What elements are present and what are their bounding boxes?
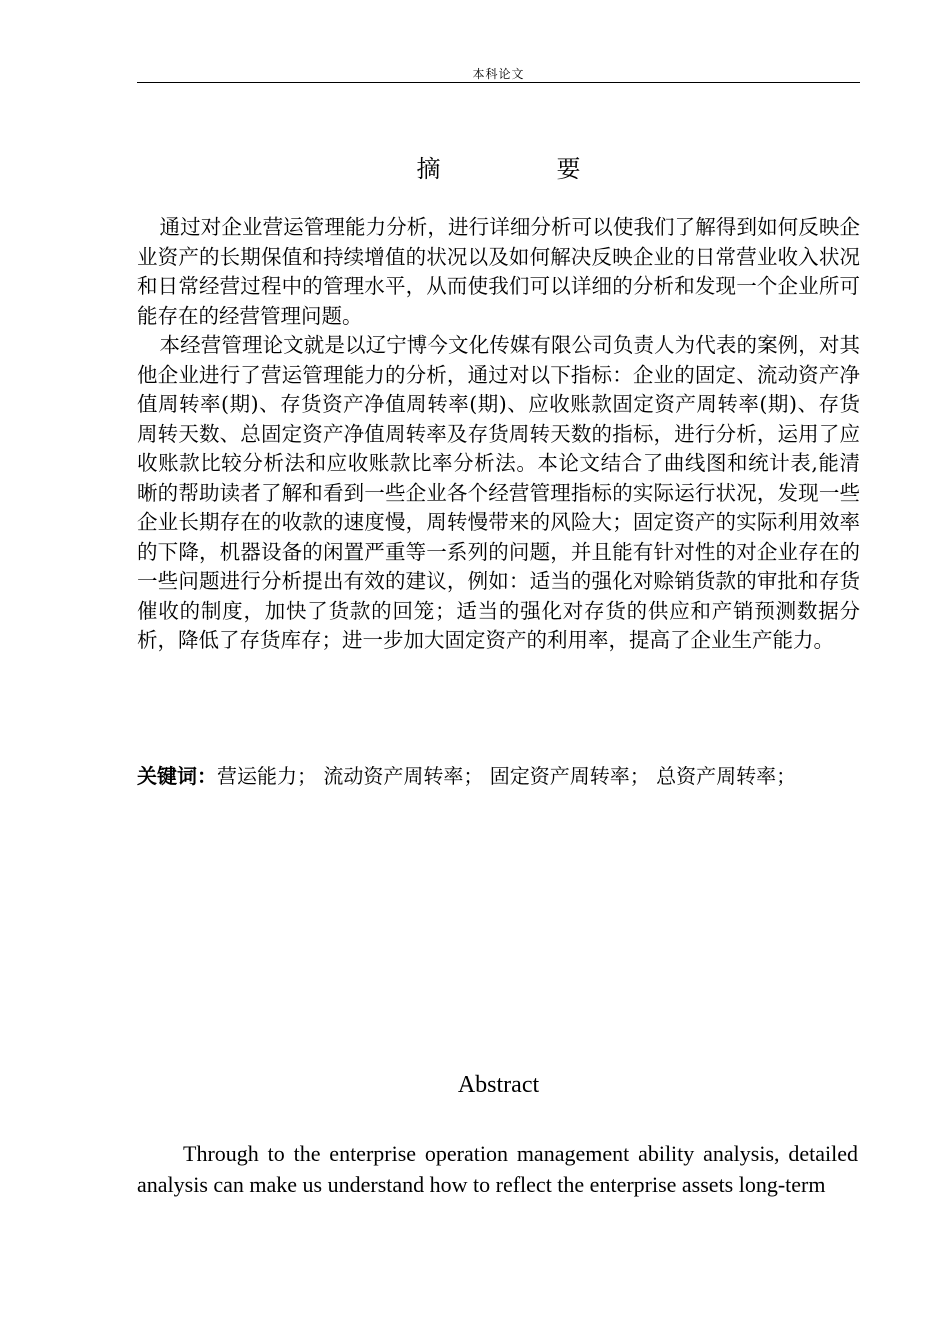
header-rule [137, 82, 860, 83]
abstract-cn-body [137, 213, 860, 656]
keyword-item: 营运能力； [217, 764, 317, 788]
abstract-en-body [137, 1138, 858, 1200]
keyword-item: 固定资产周转率； [489, 764, 650, 788]
keywords-line [137, 762, 860, 790]
running-header: 本科论文 [472, 67, 525, 81]
abstract-cn-title: 摘 要 [416, 155, 627, 183]
keyword-item: 流动资产周转率； [323, 764, 484, 788]
abstract-en-paragraph-1: Through to the enterprise operation management ability analysis, detailed analysis can make us understand how to reflect the enterprise assets long-term [137, 1141, 858, 1197]
abstract-en-title: Abstract [457, 1072, 540, 1098]
keyword-item: 总资产周转率； [656, 764, 797, 788]
keywords-label: 关键词： [137, 764, 217, 788]
abstract-cn-paragraph-1: 通过对企业营运管理能力分析，进行详细分析可以使我们了解得到如何反映企业资产的长期保值和持续增值的状况以及如何解决反映企业的日常营业收入状况和日常经营过程中的管理水平，从而使我们可以详细的分析和发现一个企业所可能存在的经营管理问题。 [137, 215, 860, 328]
abstract-cn-paragraph-2: 本经营管理论文就是以辽宁博今文化传媒有限公司负责人为代表的案例，对其他企业进行了营运管理能力的分析，通过对以下指标：企业的固定、流动资产净值周转率(期)、存货资产净值周转率(期)、应收账款固定资产周转率(期)、存货周转天数、总固定资产净值周转率及存货周转天数的指标，进行分析，运用了应收账款比较分析法和应收账款比率分析法。本论文结合了曲线图和统计表,能清晰的帮助读者了解和看到一些企业各个经营管理指标的实际运行状况，发现一些企业长期存在的收款的速度慢，周转慢带来的风险大；固定资产的实际利用效率的下降，机器设备的闲置严重等一系列的问题，并且能有针对性的对企业存在的一些问题进行分析提出有效的建议，例如：适当的强化对赊销货款的审批和存货催收的制度，加快了货款的回笼；适当的强化对存货的供应和产销预测数据分析，降低了存货库存；进一步加大固定资产的利用率，提高了企业生产能力。 [137, 333, 860, 652]
